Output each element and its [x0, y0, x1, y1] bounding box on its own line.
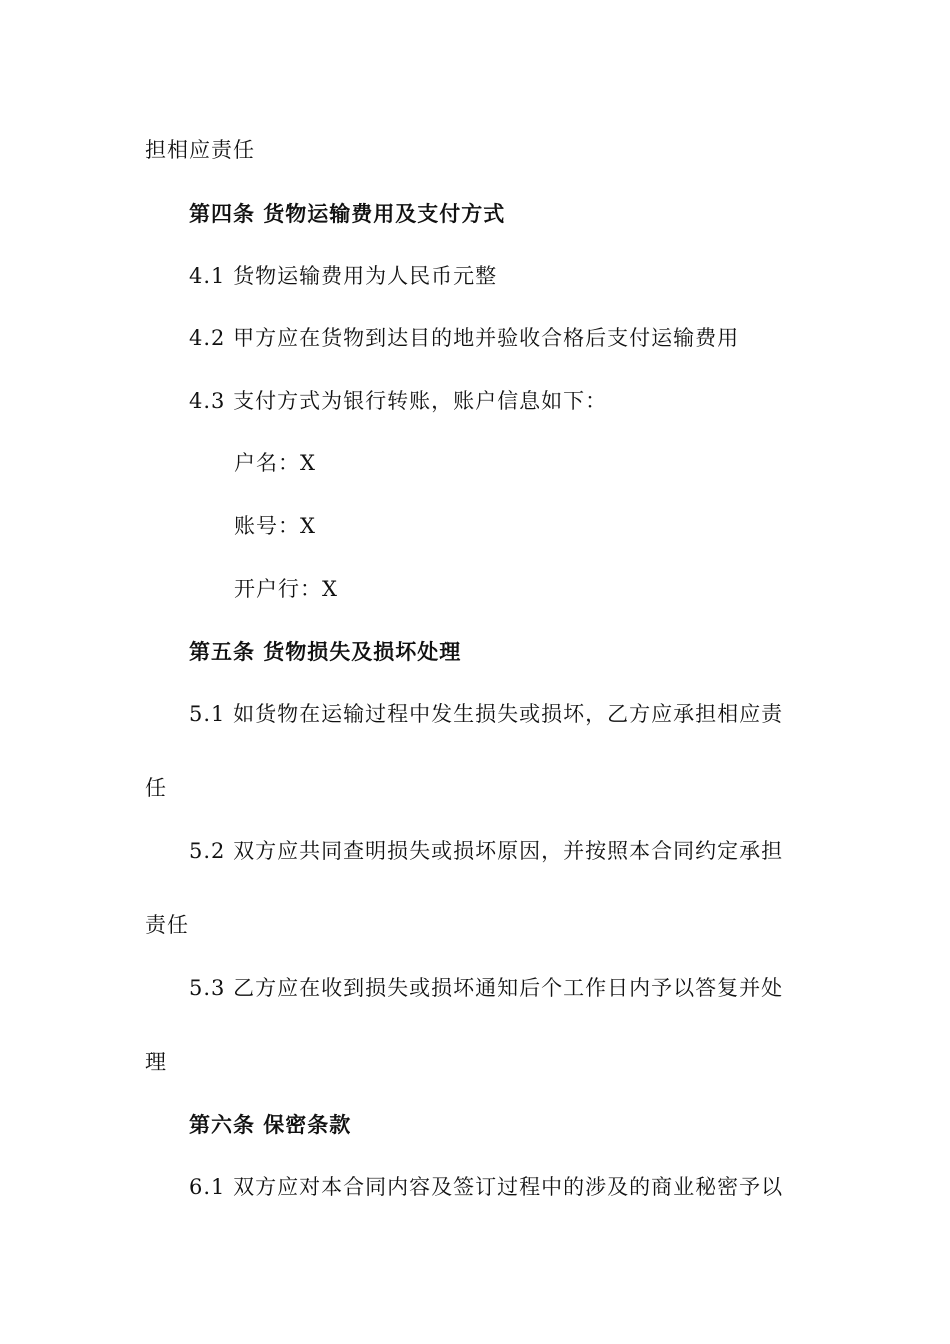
section-heading-5: 第五条 货物损失及损坏处理 [189, 639, 462, 664]
clause-4-3: 4.3 支付方式为银行转账，账户信息如下： [189, 389, 608, 413]
clause-5-2: 5.2 双方应共同查明损失或损坏原因，并按照本合同约定承担 [189, 839, 784, 863]
clause-4-2: 4.2 甲方应在货物到达目的地并验收合格后支付运输费用 [189, 326, 740, 350]
account-bank: 开户行：X [234, 577, 338, 601]
clause-5-3: 5.3 乙方应在收到损失或损坏通知后个工作日内予以答复并处 [189, 976, 784, 1000]
section-heading-6: 第六条 保密条款 [189, 1112, 352, 1137]
account-name: 户名：X [234, 451, 316, 475]
clause-5-1-continuation: 任 [145, 776, 167, 800]
section-heading-4: 第四条 货物运输费用及支付方式 [189, 201, 506, 226]
clause-5-2-continuation: 责任 [145, 913, 189, 937]
clause-5-3-continuation: 理 [145, 1050, 167, 1074]
clause-4-1: 4.1 货物运输费用为人民币元整 [189, 264, 498, 288]
account-number: 账号：X [234, 514, 316, 538]
clause-6-1: 6.1 双方应对本合同内容及签订过程中的涉及的商业秘密予以 [189, 1175, 784, 1199]
clause-5-1: 5.1 如货物在运输过程中发生损失或损坏，乙方应承担相应责 [189, 702, 784, 726]
text-line-continuation: 担相应责任 [145, 138, 255, 162]
